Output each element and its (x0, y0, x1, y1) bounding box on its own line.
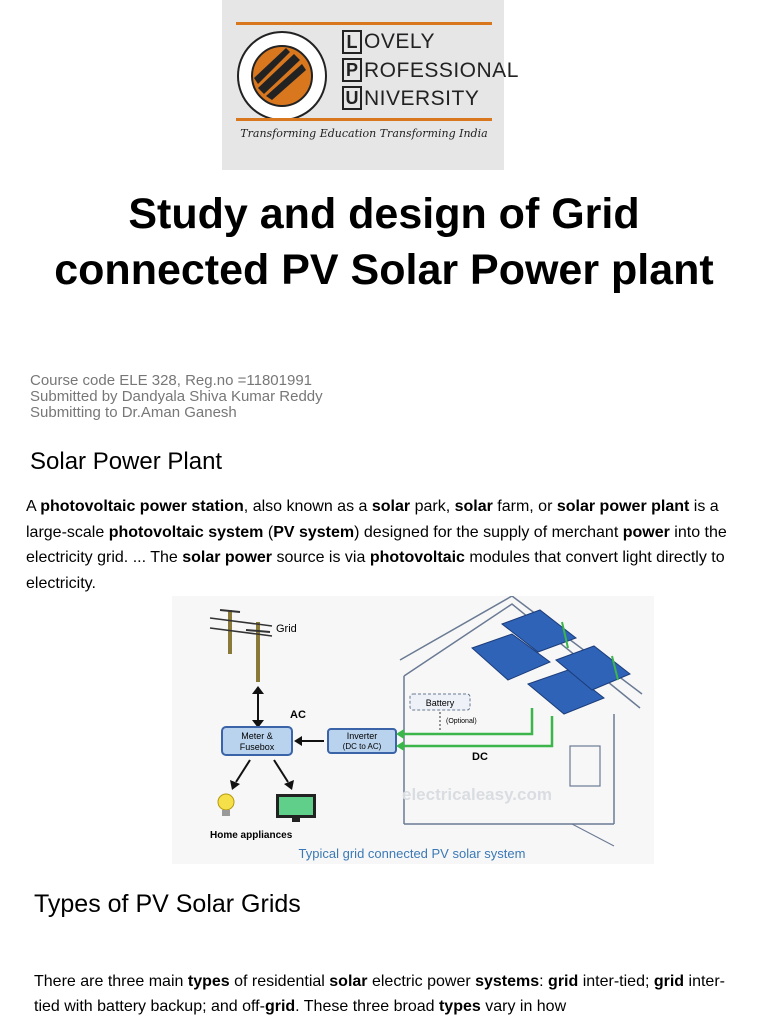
bold-text-run: solar power (182, 549, 273, 566)
ac-label: AC (290, 709, 306, 721)
bold-text-run: grid (548, 973, 579, 990)
text-run: ) designed for the supply of merchant (354, 523, 623, 541)
bold-text-run: solar (329, 973, 368, 990)
light-bulb-icon (218, 794, 234, 816)
bold-text-run: solar (454, 498, 493, 515)
meter-to-appliances-arrows-icon (230, 760, 294, 790)
text-run: , also known as a (243, 498, 372, 515)
page-title: Study and design of Grid connected PV Solar Power plant (54, 190, 714, 294)
logo-letter-u: U (342, 86, 362, 110)
inverter-to-meter-arrow-icon (294, 736, 324, 746)
section-heading-types-of-pv-solar-grids: Types of PV Solar Grids (34, 890, 301, 918)
text-run: ( (263, 523, 274, 541)
text-run: electric power (367, 973, 476, 990)
course-code-line: Course code ELE 328, Reg.no =11801991 (30, 372, 313, 389)
text-run: modules that convert light directly to electricity. (26, 549, 725, 592)
text-run: source is via (272, 549, 370, 566)
bold-text-run: solar power plant (556, 498, 690, 515)
dc-label: DC (472, 751, 488, 763)
inverter-label-line1: Inverter (346, 731, 378, 741)
text-run: park, (410, 498, 455, 515)
submitting-to-line: Submitting to Dr.Aman Ganesh (30, 404, 237, 421)
television-icon (276, 794, 316, 822)
meter-label-line2: Fusebox (239, 742, 275, 752)
course-meta (30, 373, 323, 421)
grid-label: Grid (276, 623, 297, 635)
text-run: . These three broad (295, 997, 439, 1015)
logo-letter-l: L (342, 30, 362, 54)
text-run: farm, or (492, 498, 557, 515)
logo-word-university: NIVERSITY (364, 87, 480, 110)
text-run: into the electricity grid. ... The (26, 523, 727, 566)
bold-text-run: grid (653, 973, 685, 990)
inverter-label-line2: (DC to AC) (342, 742, 382, 751)
logo-bottom-rule (236, 118, 492, 121)
utility-pole-icon (210, 610, 272, 682)
submitted-by-line: Submitted by Dandyala Shiva Kumar Reddy (30, 388, 323, 405)
bold-text-run: photovoltaic power station (40, 498, 244, 515)
meter-label-line1: Meter & (241, 731, 273, 741)
text-run: is a large-scale (26, 498, 719, 541)
bold-text-run: systems (475, 973, 540, 990)
text-run: inter-tied; (578, 973, 654, 990)
bold-text-run: photovoltaic (369, 549, 465, 566)
text-run: inter-tied with battery backup; and off- (34, 973, 725, 1015)
text-run: A (26, 498, 41, 515)
bold-text-run: power (622, 523, 670, 541)
bold-text-run: types (438, 997, 481, 1015)
bold-text-run: PV system (273, 523, 355, 541)
bold-text-run: grid (264, 997, 296, 1015)
pv-system-diagram (172, 596, 654, 864)
text-run: vary in how (480, 997, 567, 1015)
text-run: : (539, 973, 549, 990)
university-logo (222, 0, 519, 170)
logo-word-lovely: OVELY (364, 30, 435, 53)
bold-text-run: solar (371, 498, 411, 515)
bold-text-run: photovoltaic system (108, 523, 264, 541)
logo-tagline: Transforming Education Transforming India (240, 127, 488, 140)
logo-top-rule (236, 22, 492, 25)
optional-label: (Optional) (446, 718, 477, 725)
battery-label: Battery (425, 698, 455, 708)
types-of-grids-paragraph (34, 970, 738, 1019)
university-seal-icon (236, 30, 328, 122)
watermark-text: electricaleasy.com (402, 785, 552, 804)
section-heading-solar-power-plant: Solar Power Plant (30, 448, 223, 475)
ac-double-arrow-icon (252, 686, 264, 728)
solar-power-plant-paragraph (26, 494, 746, 596)
home-appliances-label: Home appliances (210, 830, 293, 841)
figure-caption: Typical grid connected PV solar system (298, 846, 526, 861)
logo-letter-p: P (342, 58, 362, 82)
solar-panels-icon (472, 610, 630, 714)
bold-text-run: types (187, 973, 230, 990)
text-run: of residential (229, 973, 330, 990)
text-run: There are three main (34, 973, 188, 990)
logo-word-professional: ROFESSIONAL (364, 59, 519, 82)
